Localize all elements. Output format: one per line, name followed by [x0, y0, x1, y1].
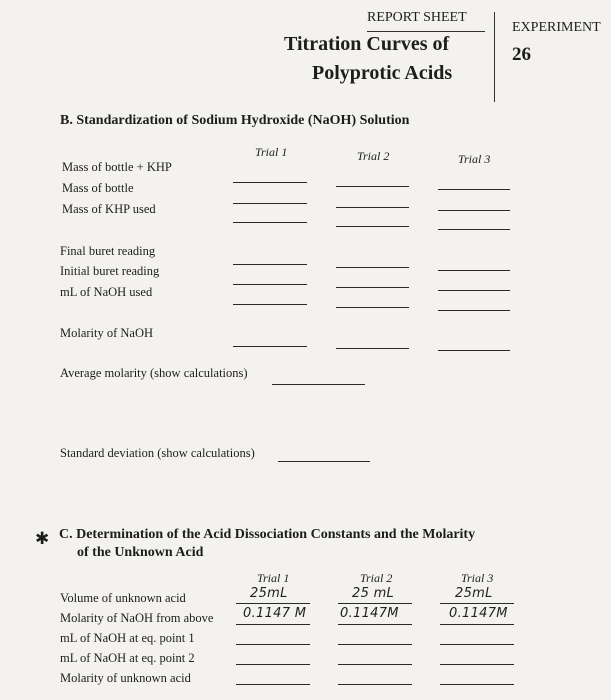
row-label-ml-naoh-used: mL of NaOH used [60, 285, 153, 299]
blank-field[interactable] [438, 229, 510, 230]
blank-field[interactable] [233, 203, 307, 204]
section-c-heading-line1: C. Determination of the Acid Dissociation Constants and the Molarity [59, 527, 476, 542]
row-label-molarity-unknown: Molarity of unknown acid [60, 671, 191, 685]
row-label-mass-khp: Mass of KHP used [62, 202, 156, 216]
blank-field[interactable] [336, 186, 409, 187]
blank-field[interactable] [233, 182, 307, 183]
blank-field[interactable] [233, 304, 307, 305]
blank-field[interactable] [338, 624, 412, 625]
section-c-heading-line2: of the Unknown Acid [77, 545, 204, 560]
blank-field[interactable] [233, 222, 307, 223]
row-label-initial-buret: Initial buret reading [60, 264, 160, 278]
handwritten-volume-trial-2: 25 mL [352, 586, 395, 601]
header-vertical-divider [494, 12, 495, 102]
section-b-trial-3: Trial 3 [458, 152, 491, 166]
row-label-final-buret: Final buret reading [60, 244, 156, 258]
blank-field[interactable] [236, 624, 310, 625]
blank-field[interactable] [338, 603, 412, 604]
section-c-trial-2: Trial 2 [360, 571, 393, 585]
blank-field[interactable] [336, 348, 409, 349]
page-title-line2: Polyprotic Acids [312, 62, 453, 84]
average-molarity-label: Average molarity (show calculations) [60, 366, 248, 380]
section-b-trial-2: Trial 2 [357, 149, 390, 163]
report-sheet-label: REPORT SHEET [367, 10, 467, 25]
blank-field[interactable] [236, 644, 310, 645]
blank-field[interactable] [336, 207, 409, 208]
experiment-label: EXPERIMENT [512, 20, 601, 35]
blank-field[interactable] [272, 384, 365, 385]
row-label-volume-unknown: Volume of unknown acid [60, 591, 186, 605]
blank-field[interactable] [233, 284, 307, 285]
blank-field[interactable] [278, 461, 370, 462]
row-label-eq-point-2: mL of NaOH at eq. point 2 [60, 651, 195, 665]
blank-field[interactable] [440, 664, 514, 665]
blank-field[interactable] [438, 189, 510, 190]
stddev-label: Standard deviation (show calculations) [60, 446, 255, 460]
section-b-trial-1: Trial 1 [255, 145, 288, 159]
blank-field[interactable] [338, 644, 412, 645]
row-label-mass-bottle-khp: Mass of bottle + KHP [62, 160, 172, 174]
blank-field[interactable] [233, 346, 307, 347]
blank-field[interactable] [438, 270, 510, 271]
blank-field[interactable] [233, 264, 307, 265]
blank-field[interactable] [440, 644, 514, 645]
handwritten-volume-trial-3: 25mL [455, 586, 493, 601]
blank-field[interactable] [440, 624, 514, 625]
handwritten-molarity-trial-1: 0.1147 M [243, 606, 307, 621]
blank-field[interactable] [438, 290, 510, 291]
handwritten-volume-trial-1: 25mL [250, 586, 288, 601]
row-label-eq-point-1: mL of NaOH at eq. point 1 [60, 631, 195, 645]
handwritten-molarity-trial-2: 0.1147M [340, 606, 399, 621]
asterisk-mark: ✱ [35, 529, 50, 549]
blank-field[interactable] [336, 226, 409, 227]
row-label-mass-bottle: Mass of bottle [62, 181, 134, 195]
section-c-trial-1: Trial 1 [257, 571, 290, 585]
page-title-line1: Titration Curves of [284, 33, 450, 55]
blank-field[interactable] [338, 664, 412, 665]
blank-field[interactable] [438, 310, 510, 311]
blank-field[interactable] [440, 684, 514, 685]
blank-field[interactable] [236, 603, 310, 604]
blank-field[interactable] [336, 267, 409, 268]
handwritten-molarity-trial-3: 0.1147M [449, 606, 508, 621]
row-label-molarity-from-above: Molarity of NaOH from above [60, 611, 214, 625]
blank-field[interactable] [438, 350, 510, 351]
blank-field[interactable] [438, 210, 510, 211]
section-b-heading: B. Standardization of Sodium Hydroxide (NaOH) Solution [60, 113, 410, 128]
experiment-number: 26 [512, 44, 531, 65]
blank-field[interactable] [440, 603, 514, 604]
blank-field[interactable] [338, 684, 412, 685]
row-label-molarity-naoh: Molarity of NaOH [60, 326, 154, 340]
blank-field[interactable] [236, 684, 310, 685]
section-c-trial-3: Trial 3 [461, 571, 494, 585]
header-divider [367, 31, 485, 32]
blank-field[interactable] [236, 664, 310, 665]
blank-field[interactable] [336, 287, 409, 288]
blank-field[interactable] [336, 307, 409, 308]
